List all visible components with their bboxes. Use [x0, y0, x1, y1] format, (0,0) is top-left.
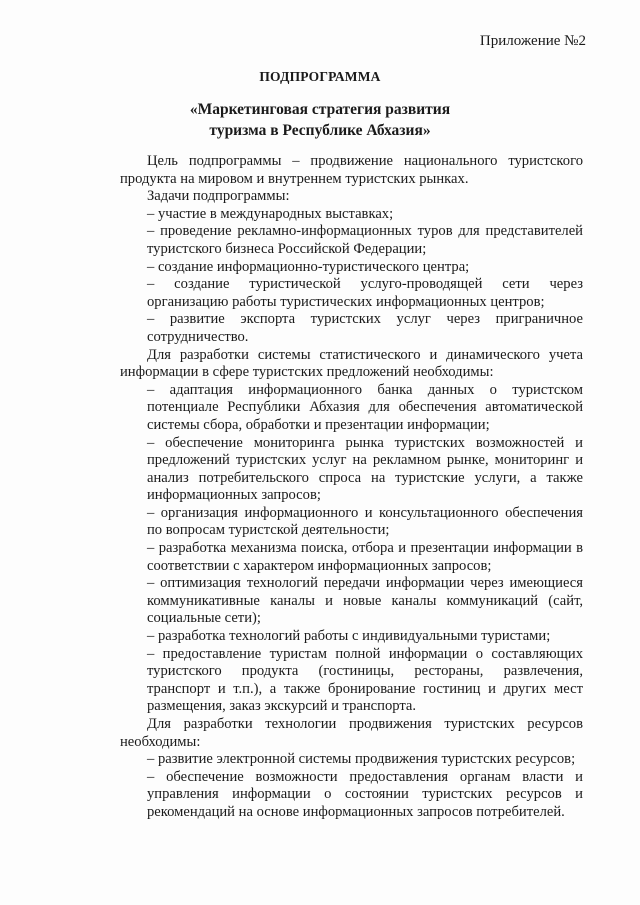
- stats-list-item: – предоставление туристам полной информации о составляющих туристского продукта (гостиницы, рестораны, развлечения, транспорт и т.п.), а также бронирование гостиниц и других мест размещения, заказ экскурсий и транспорта.: [147, 645, 583, 715]
- appendix-label: Приложение №2: [479, 33, 586, 49]
- promo-list-item: – развитие электронной системы продвижения туристских ресурсов;: [147, 751, 576, 768]
- stats-list-item: – организация информационного и консультационного обеспечения по вопросам туристской деятельности;: [147, 504, 583, 539]
- task-item: – создание туристической услуго-проводящей сети через организацию работы туристических информационных центров;: [147, 276, 583, 310]
- stats-list-item: – оптимизация технологий передачи информации через имеющиеся коммуникативные каналы и новые каналы коммуникаций (сайт, социальные сети);: [147, 575, 583, 627]
- document-body: [120, 153, 583, 822]
- stats-list-item: – обеспечение мониторинга рынка туристских возможностей и предложений туристских услуг на рекламном рынке, мониторинг и анализ потребительского спроса на туристские услуги, а также информационных запросов;: [147, 434, 583, 504]
- task-item: – создание информационно-туристического центра;: [147, 258, 470, 275]
- goal-paragraph: Цель подпрограммы – продвижение национального туристского продукта на мировом и внутреннем туристских рынках.: [120, 153, 583, 187]
- subtitle-line-2: туризма в Республике Абхазия»: [209, 122, 431, 139]
- stats-list-item: – разработка механизма поиска, отбора и презентации информации в соответствии с характером информационных запросов;: [147, 540, 583, 574]
- page-subtitle: [0, 99, 640, 141]
- promo-intro-paragraph: Для разработки технологии продвижения туристских ресурсов необходимы:: [120, 716, 583, 750]
- task-item: – развитие экспорта туристских услуг через приграничное сотрудничество.: [147, 311, 583, 345]
- stats-intro-paragraph: Для разработки системы статистического и динамического учета информации в сфере туристских предложений необходимы:: [120, 346, 583, 381]
- stats-list-item: – адаптация информационного банка данных о туристском потенциале Республики Абхазия для обеспечения автоматической системы сбора, обработки и презентации информации;: [147, 381, 583, 433]
- task-item: – участие в международных выставках;: [147, 205, 394, 222]
- subtitle-line-1: «Маркетинговая стратегия развития: [189, 101, 451, 118]
- page-title: ПОДПРОГРАММА: [259, 69, 381, 84]
- tasks-title: Задачи подпрограммы:: [147, 188, 290, 205]
- task-item: – проведение рекламно-информационных туров для представителей туристского бизнеса Российской Федерации;: [147, 223, 583, 257]
- stats-list-item: – разработка технологий работы с индивидуальными туристами;: [147, 628, 551, 645]
- promo-list-item: – обеспечение возможности предоставления органам власти и управления информации о состоянии туристских ресурсов и рекомендаций на основе информационных запросов потребителей.: [147, 768, 583, 820]
